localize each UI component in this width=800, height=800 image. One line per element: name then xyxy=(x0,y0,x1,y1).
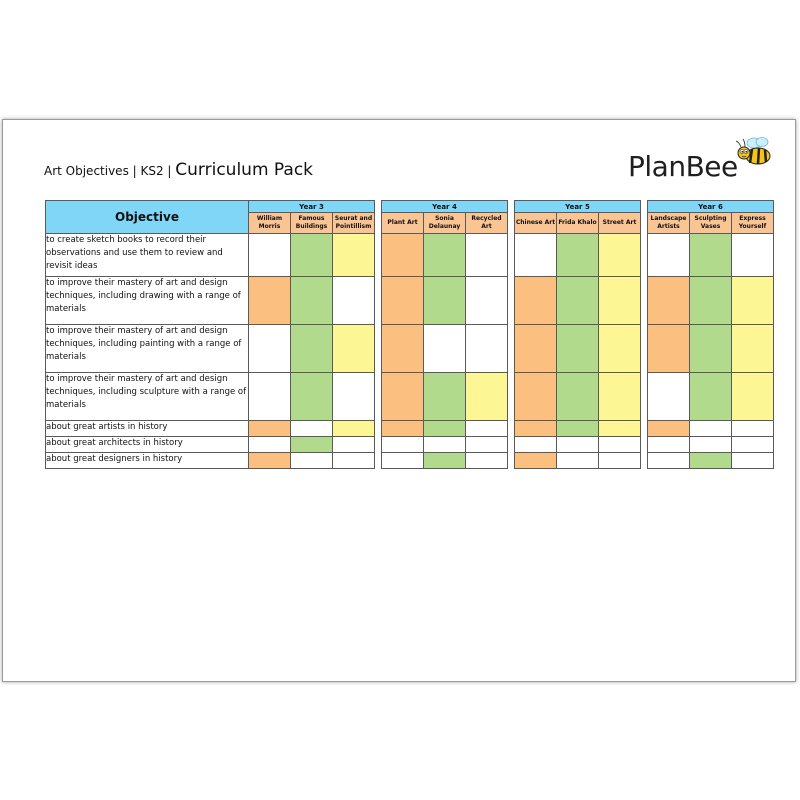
table-row xyxy=(46,437,774,453)
coverage-cell xyxy=(599,277,641,325)
coverage-cell xyxy=(291,373,333,421)
coverage-cell xyxy=(599,421,641,437)
column-gap xyxy=(641,437,648,453)
column-gap xyxy=(375,453,382,469)
topic-header: Frida Khalo xyxy=(557,213,599,234)
coverage-cell xyxy=(291,437,333,453)
coverage-cell xyxy=(466,453,508,469)
coverage-cell xyxy=(249,234,291,277)
table-row xyxy=(46,277,774,325)
year-5-header: Year 5 xyxy=(515,201,641,213)
coverage-cell xyxy=(424,453,466,469)
coverage-cell xyxy=(424,234,466,277)
coverage-cell xyxy=(291,421,333,437)
objective-cell: to improve their mastery of art and design techniques, including painting with a range of materials xyxy=(46,325,249,373)
coverage-cell xyxy=(732,373,774,421)
coverage-cell xyxy=(648,453,690,469)
objective-cell: to improve their mastery of art and design techniques, including sculpture with a range of materials xyxy=(46,373,249,421)
coverage-cell xyxy=(648,234,690,277)
coverage-cell xyxy=(515,325,557,373)
column-gap xyxy=(641,373,648,421)
column-gap xyxy=(508,325,515,373)
coverage-cell xyxy=(557,453,599,469)
column-gap xyxy=(375,277,382,325)
coverage-cell xyxy=(382,373,424,421)
coverage-cell xyxy=(466,373,508,421)
column-gap xyxy=(375,201,382,234)
coverage-cell xyxy=(333,421,375,437)
coverage-cell xyxy=(557,277,599,325)
coverage-cell xyxy=(648,277,690,325)
coverage-cell xyxy=(690,421,732,437)
coverage-cell xyxy=(557,437,599,453)
coverage-cell xyxy=(382,277,424,325)
column-gap xyxy=(375,234,382,277)
coverage-cell xyxy=(424,437,466,453)
topic-header: Express Yourself xyxy=(732,213,774,234)
column-gap xyxy=(508,277,515,325)
coverage-cell xyxy=(291,453,333,469)
coverage-cell xyxy=(333,277,375,325)
topic-header: Recycled Art xyxy=(466,213,508,234)
title-prefix: Art Objectives | KS2 | xyxy=(44,164,176,178)
coverage-cell xyxy=(648,325,690,373)
coverage-cell xyxy=(466,234,508,277)
objectives-table xyxy=(45,200,774,469)
coverage-cell xyxy=(291,325,333,373)
coverage-cell xyxy=(466,437,508,453)
coverage-cell xyxy=(466,325,508,373)
logo-text: PlanBee xyxy=(628,150,738,183)
objective-cell: about great designers in history xyxy=(46,453,249,469)
column-gap xyxy=(375,373,382,421)
coverage-cell xyxy=(690,277,732,325)
topic-header: Plant Art xyxy=(382,213,424,234)
coverage-cell xyxy=(515,277,557,325)
coverage-cell xyxy=(333,234,375,277)
year-6-header: Year 6 xyxy=(648,201,774,213)
column-gap xyxy=(641,325,648,373)
coverage-cell xyxy=(333,325,375,373)
coverage-cell xyxy=(333,453,375,469)
column-gap xyxy=(375,437,382,453)
coverage-cell xyxy=(557,421,599,437)
coverage-cell xyxy=(249,421,291,437)
coverage-cell xyxy=(690,373,732,421)
coverage-cell xyxy=(249,277,291,325)
objective-cell: to improve their mastery of art and design techniques, including drawing with a range of materials xyxy=(46,277,249,325)
coverage-cell xyxy=(648,421,690,437)
coverage-cell xyxy=(249,325,291,373)
coverage-cell xyxy=(690,234,732,277)
coverage-cell xyxy=(557,325,599,373)
table-row xyxy=(46,234,774,277)
topic-header: Chinese Art xyxy=(515,213,557,234)
coverage-cell xyxy=(382,437,424,453)
column-gap xyxy=(641,201,648,234)
coverage-cell xyxy=(515,453,557,469)
topic-header: Sculpting Vases xyxy=(690,213,732,234)
column-gap xyxy=(375,421,382,437)
coverage-cell xyxy=(382,234,424,277)
objective-cell: to create sketch books to record their observations and use them to review and revisit ideas xyxy=(46,234,249,277)
coverage-cell xyxy=(732,277,774,325)
coverage-cell xyxy=(333,437,375,453)
coverage-cell xyxy=(599,373,641,421)
coverage-cell xyxy=(599,325,641,373)
column-gap xyxy=(641,421,648,437)
coverage-cell xyxy=(515,373,557,421)
column-gap xyxy=(641,277,648,325)
coverage-cell xyxy=(690,325,732,373)
topic-header: Landscape Artists xyxy=(648,213,690,234)
coverage-cell xyxy=(515,437,557,453)
objective-header: Objective xyxy=(46,201,249,234)
coverage-cell xyxy=(732,325,774,373)
coverage-cell xyxy=(424,373,466,421)
topic-header: Street Art xyxy=(599,213,641,234)
coverage-cell xyxy=(690,453,732,469)
coverage-cell xyxy=(382,325,424,373)
table-row xyxy=(46,373,774,421)
objective-cell: about great artists in history xyxy=(46,421,249,437)
title-main: Curriculum Pack xyxy=(175,160,314,180)
topic-header: Famous Buildings xyxy=(291,213,333,234)
coverage-cell xyxy=(291,234,333,277)
table-body xyxy=(46,234,774,469)
column-gap xyxy=(375,325,382,373)
column-gap xyxy=(508,437,515,453)
coverage-cell xyxy=(249,373,291,421)
table-row xyxy=(46,453,774,469)
table-row xyxy=(46,325,774,373)
coverage-cell xyxy=(424,421,466,437)
bee-icon xyxy=(732,136,774,170)
coverage-cell xyxy=(557,234,599,277)
year-4-header: Year 4 xyxy=(382,201,508,213)
column-gap xyxy=(641,453,648,469)
column-gap xyxy=(508,421,515,437)
coverage-cell xyxy=(599,234,641,277)
coverage-cell xyxy=(732,437,774,453)
coverage-cell xyxy=(648,437,690,453)
coverage-cell xyxy=(291,277,333,325)
coverage-cell xyxy=(732,421,774,437)
column-gap xyxy=(508,373,515,421)
coverage-cell xyxy=(515,234,557,277)
column-gap xyxy=(508,201,515,234)
table-row xyxy=(46,421,774,437)
year-3-header: Year 3 xyxy=(249,201,375,213)
coverage-cell xyxy=(249,453,291,469)
objective-cell: about great architects in history xyxy=(46,437,249,453)
coverage-cell xyxy=(382,453,424,469)
coverage-cell xyxy=(648,373,690,421)
coverage-cell xyxy=(732,453,774,469)
coverage-cell xyxy=(249,437,291,453)
coverage-cell xyxy=(466,421,508,437)
topic-header: Seurat and Pointillism xyxy=(333,213,375,234)
coverage-cell xyxy=(515,421,557,437)
coverage-cell xyxy=(690,437,732,453)
page-title xyxy=(44,160,313,180)
planbee-logo xyxy=(628,136,773,188)
coverage-cell xyxy=(599,453,641,469)
coverage-cell xyxy=(424,325,466,373)
coverage-cell xyxy=(466,277,508,325)
coverage-cell xyxy=(599,437,641,453)
column-gap xyxy=(508,453,515,469)
coverage-cell xyxy=(333,373,375,421)
topic-header: William Morris xyxy=(249,213,291,234)
column-gap xyxy=(641,234,648,277)
coverage-cell xyxy=(424,277,466,325)
column-gap xyxy=(508,234,515,277)
coverage-cell xyxy=(732,234,774,277)
topic-header: Sonia Delaunay xyxy=(424,213,466,234)
coverage-cell xyxy=(382,421,424,437)
coverage-cell xyxy=(557,373,599,421)
